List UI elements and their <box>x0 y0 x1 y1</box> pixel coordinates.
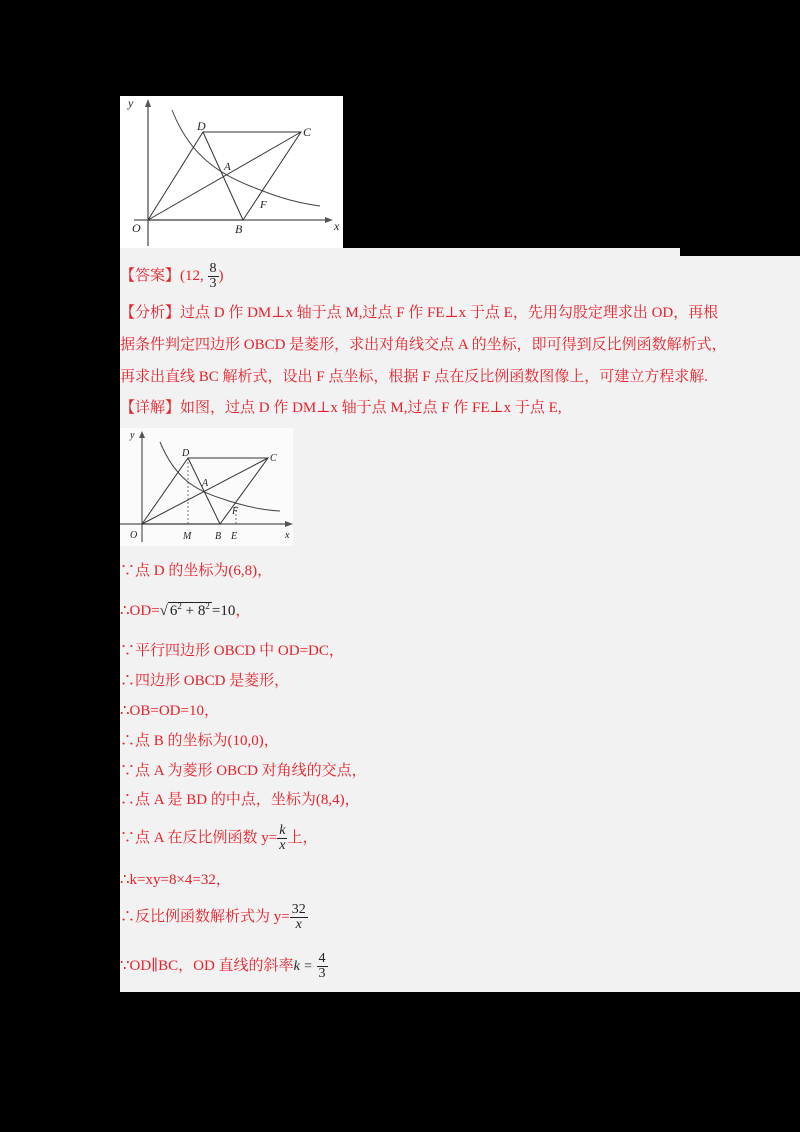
label-F: F <box>232 506 239 517</box>
label-D: D <box>182 448 190 459</box>
figure-1-svg <box>120 96 343 248</box>
label-y: y <box>128 96 134 110</box>
panel-notch <box>680 248 800 256</box>
figure-1-rhombus-diagram <box>120 96 343 248</box>
figure-2-svg <box>120 428 293 546</box>
label-C: C <box>303 125 312 139</box>
step-7: ∵点 A 为菱形 OBCD 对角线的交点， <box>120 763 367 779</box>
label-O: O <box>132 221 141 235</box>
step-2-suffix: ， <box>235 603 251 619</box>
step-4: ∴四边形 OBCD 是菱形， <box>120 673 290 689</box>
step-1: ∵点 D 的坐标为(6,8)， <box>120 563 273 579</box>
analysis-tag: 【分析】 <box>120 305 181 321</box>
analysis-line-3: 再求出直线 BC 解析式，设出 F 点坐标，根据 F 点在反比例函数图像上，可建立方程求解. <box>120 369 708 385</box>
label-O: O <box>130 530 138 541</box>
rad-a: 6 <box>169 603 178 619</box>
step-9-suffix: 上， <box>287 829 318 846</box>
analysis-line-1 <box>120 303 718 323</box>
step-11-prefix: ∴反比例函数解析式为 y= <box>120 908 290 925</box>
rad-b: 8 <box>197 603 206 619</box>
detail-tag: 【详解】 <box>120 400 181 416</box>
step-11 <box>120 903 308 932</box>
frac-num: k <box>279 823 286 838</box>
frac-num: 32 <box>291 902 306 917</box>
answer-line <box>120 262 224 291</box>
label-C: C <box>270 453 277 464</box>
step-9-prefix: ∵点 A 在反比例函数 y= <box>120 829 278 846</box>
analysis-line-2: 据条件判定四边形 OBCD 是菱形，求出对角线交点 A 的坐标，即可得到反比例函数解析式， <box>120 337 727 353</box>
step-2-prefix: ∴OD= <box>120 603 160 619</box>
label-B: B <box>215 531 222 542</box>
answer-suffix: ) <box>218 267 224 284</box>
label-y: y <box>130 430 135 441</box>
frac-den: x <box>295 917 302 932</box>
slope-k: k = <box>293 958 313 974</box>
label-x: x <box>285 530 290 541</box>
label-A: A <box>224 161 231 173</box>
slope-fraction <box>317 952 328 981</box>
sqrt-result: =10 <box>211 603 236 619</box>
sqrt-expression: √ $6^2 + 8^2 =10$ <box>159 601 236 619</box>
label-B: B <box>235 222 243 236</box>
k-over-x-fraction <box>277 824 287 853</box>
label-A: A <box>202 478 209 489</box>
frac-den: 3 <box>318 966 326 981</box>
analysis-text-1: 过点 D 作 DM⊥x 轴于点 M,过点 F 作 FE⊥x 于点 E，先用勾股定理求出 OD，再根 <box>180 305 719 321</box>
frac-den: x <box>279 838 286 853</box>
label-x: x <box>334 219 340 233</box>
detail-intro-line <box>120 398 562 418</box>
step-12-prefix: ∵OD∥BC，OD 直线的斜率 <box>120 957 294 974</box>
answer-prefix: (12, <box>180 267 204 284</box>
answer-frac-num: 8 <box>209 261 217 276</box>
answer-tag: 【答案】 <box>120 267 181 284</box>
step-8: ∴点 A 是 BD 的中点，坐标为(8,4)， <box>120 792 360 808</box>
label-D: D <box>197 119 206 133</box>
detail-intro: 如图，过点 D 作 DM⊥x 轴于点 M,过点 F 作 FE⊥x 于点 E, <box>180 400 562 416</box>
step-3: ∵平行四边形 OBCD 中 OD=DC， <box>120 643 344 659</box>
step-5: ∴OB=OD=10， <box>120 703 219 719</box>
answer-frac-den: 3 <box>209 276 217 291</box>
figure-2-rhombus-diagram <box>120 428 293 546</box>
label-F: F <box>260 199 267 211</box>
frac-num: 4 <box>318 951 326 966</box>
step-6: ∴点 B 的坐标为(10,0)， <box>120 733 279 749</box>
label-M: M <box>183 531 192 542</box>
step-12 <box>120 952 328 981</box>
step-2 <box>120 596 250 621</box>
answer-fraction <box>208 262 219 291</box>
step-10: ∴k=xy=8×4=32， <box>120 872 231 888</box>
32-over-x-fraction <box>290 903 308 932</box>
step-9 <box>120 824 317 853</box>
label-E: E <box>231 531 238 542</box>
